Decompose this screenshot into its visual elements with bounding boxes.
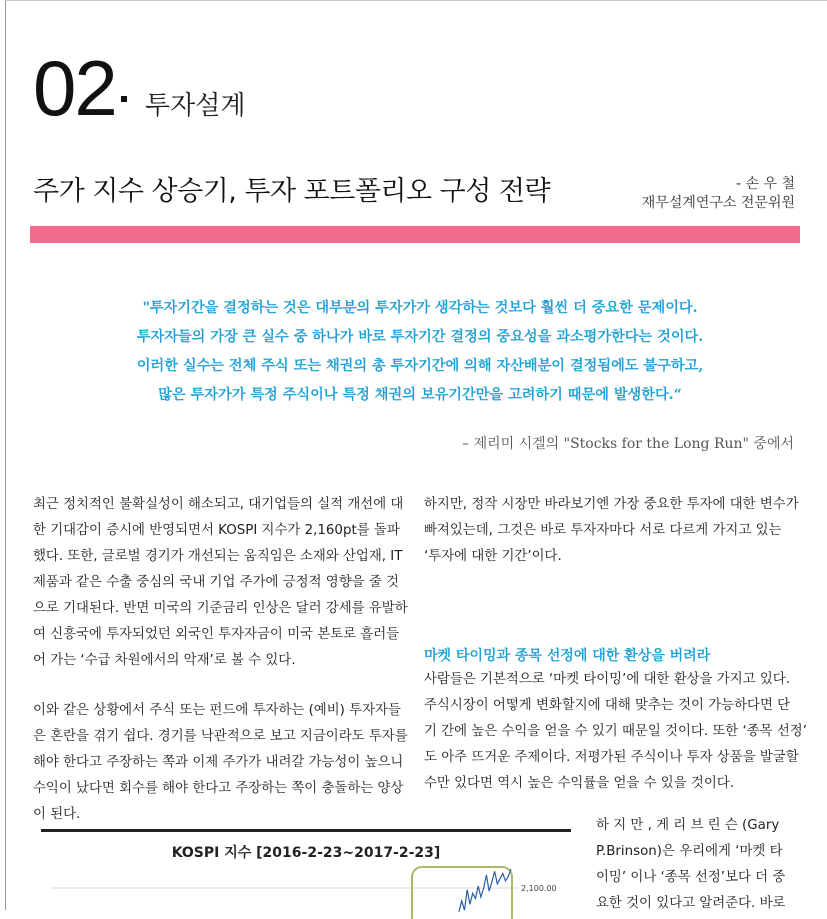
pull-quote <box>40 294 800 410</box>
body-line: 최근 정치적인 불확실성이 해소되고, 대기업들의 실적 개선에 대 <box>33 497 404 512</box>
body-line: 빠져있는데, 그것은 바로 투자자마다 서로 다르게 가지고 있는 <box>424 523 782 538</box>
section-number: 02 <box>33 44 116 132</box>
kospi-chart <box>41 829 571 919</box>
quote-line: 투자자들의 가장 큰 실수 중 하나가 바로 투자기간 결정의 중요성을 과소평가한다는 것이다. <box>136 329 704 345</box>
body-column-right-para3 <box>596 813 791 917</box>
body-line: 제품과 같은 수출 중심의 국내 기업 주가에 긍정적 영향을 줄 것 <box>33 575 399 590</box>
body-line: 해야 한다고 주장하는 쪽과 이제 주가가 내려갈 가능성이 높으니 <box>33 755 404 770</box>
body-line: 수만 있다면 역시 높은 수익률을 얻을 수 있을 것이다. <box>424 776 734 791</box>
y-tick-label: 2,100.00 <box>521 884 557 893</box>
quote-line: "투자기간을 결정하는 것은 대부분의 투자가가 생각하는 것보다 훨씬 더 중요한 문제이다. <box>142 300 698 316</box>
body-line: 이와 같은 상황에서 주식 또는 펀드에 투자하는 (예비) 투자자들 <box>33 703 401 718</box>
body-line: 수익이 났다면 회수를 해야 한다고 주장하는 쪽이 충돌하는 양상 <box>33 781 404 796</box>
author-name: - 손 우 철 <box>736 176 795 192</box>
body-line: 주식시장이 어떻게 변화할지에 대해 맞추는 것이 가능하다면 단 <box>424 698 791 713</box>
quote-line: 이러한 실수는 전체 주식 또는 채권의 총 투자기간에 의해 자산배분이 결정됨에도 불구하고, <box>136 358 704 374</box>
body-line: 하지만, 정작 시장만 바라보기엔 가장 중요한 투자에 대한 변수가 <box>424 497 799 512</box>
body-line: 하 지 만 , 게 리 브 린 슨 (Gary <box>596 818 780 833</box>
headline-divider-bar <box>30 226 800 243</box>
body-line: 여 신흥국에 투자되었던 외국인 투자자금이 미국 본토로 흘러들 <box>33 627 400 642</box>
body-line: 어 가는 ‘수급 차원에서의 악재’로 볼 수 있다. <box>33 653 296 668</box>
page-left-border <box>5 0 6 910</box>
body-column-right <box>424 492 799 570</box>
body-line: 했다. 또한, 글로벌 경기가 개선되는 움직임은 소재와 산업재, IT <box>33 549 403 564</box>
author-role: 재무설계연구소 전문위원 <box>641 195 795 211</box>
body-line: 한 기대감이 증시에 반영되면서 KOSPI 지수가 2,160pt를 돌파 <box>33 523 400 538</box>
author-block <box>642 175 795 213</box>
body-line: 은 혼란을 겪기 쉽다. 경기를 낙관적으로 보고 지금이라도 투자를 <box>33 729 408 744</box>
body-line: ‘투자에 대한 기간’이다. <box>424 549 562 564</box>
body-line: 요한 것이 있다고 알려준다. 바로 <box>596 896 786 911</box>
section-title: 투자설계 <box>145 91 246 121</box>
chart-top-rule <box>41 829 571 832</box>
paragraph-gap <box>33 674 408 698</box>
quote-line: 많은 투자가가 특정 주식이나 특정 채권의 보유기간만을 고려하기 때문에 발생한다.“ <box>158 387 682 403</box>
body-line: 이밍’ 이나 ‘종목 선정’보다 더 중 <box>596 870 786 885</box>
body-line: 으로 기대된다. 반면 미국의 기준금리 인상은 달러 강세를 유발하 <box>33 601 408 616</box>
article-headline: 주가 지수 상승기, 투자 포트폴리오 구성 전략 <box>33 176 551 207</box>
body-column-right-para2 <box>424 667 807 797</box>
chart-highlight-box <box>412 867 512 919</box>
body-line: 기 간에 높은 수익을 얻을 수 있기 때문일 것이다. 또한 ‘종목 선정’ <box>424 724 807 739</box>
body-line: 도 아주 뜨거운 주제이다. 저평가된 주식이나 투자 상품을 발굴할 <box>424 750 799 765</box>
body-line: P.Brinson)은 우리에게 ‘마켓 타 <box>596 844 783 859</box>
section-subheading: 마켓 타이밍과 종목 선정에 대한 환상을 버려라 <box>424 648 711 664</box>
chart-title: KOSPI 지수 [2016-2-23~2017-2-23] <box>171 845 441 861</box>
chart-series <box>459 869 511 912</box>
chart-plot <box>41 859 571 919</box>
quote-source: – 제리미 시겔의 "Stocks for the Long Run" 중에서 <box>462 436 794 452</box>
body-line: 이 된다. <box>33 807 81 822</box>
section-number-dot <box>121 96 127 102</box>
body-column-left <box>33 492 408 828</box>
kospi-series-line <box>459 869 511 912</box>
page-top-border <box>5 0 827 1</box>
body-line: 사람들은 기본적으로 ‘마켓 타이밍’에 대한 환상을 가지고 있다. <box>424 672 790 687</box>
